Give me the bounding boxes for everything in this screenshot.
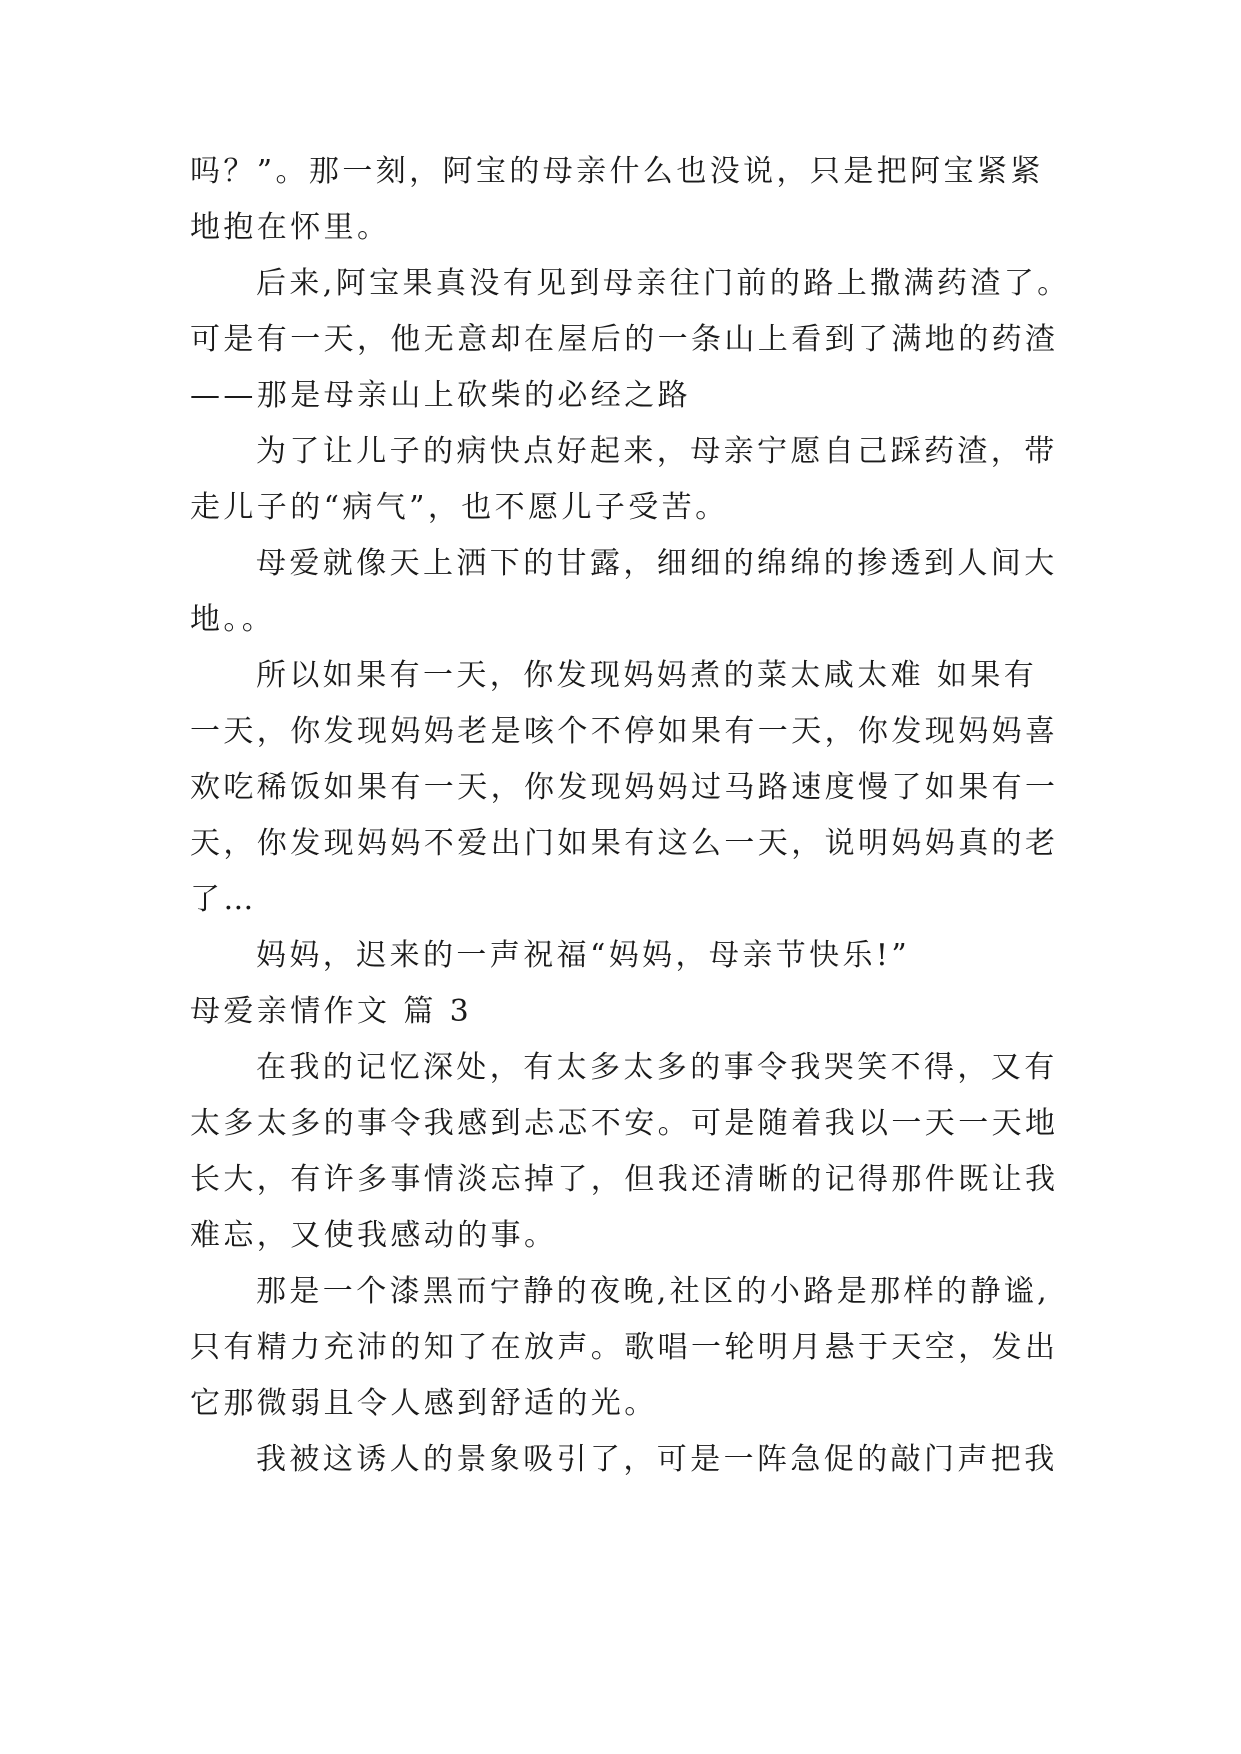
text-line: 了… [190, 882, 257, 917]
paragraph-start: 后来,阿宝果真没有见到母亲往门前的路上撒满药渣了。 [256, 266, 1071, 301]
paragraph-start: 母爱就像天上洒下的甘露，细细的绵绵的掺透到人间大 [256, 546, 1058, 581]
paragraph-start: 那是一个漆黑而宁静的夜晚,社区的小路是那样的静谧, [256, 1274, 1051, 1309]
text-line: 太多太多的事令我感到忐忑不安。可是随着我以一天一天地 [190, 1106, 1059, 1141]
paragraph-start: 我被这诱人的景象吸引了，可是一阵急促的敲门声把我 [256, 1442, 1058, 1477]
text-line: 可是有一天，他无意却在屋后的一条山上看到了满地的药渣 [190, 322, 1059, 357]
paragraph-start: 妈妈，迟来的一声祝福“妈妈，母亲节快乐!” [256, 938, 911, 973]
text-line: 走儿子的“病气”，也不愿儿子受苦。 [190, 490, 729, 525]
text-line: 一天，你发现妈妈老是咳个不停如果有一天，你发现妈妈喜 [190, 714, 1059, 749]
text-line: 难忘，又使我感动的事。 [190, 1218, 558, 1253]
text-line: 地抱在怀里。 [190, 210, 391, 245]
paragraph-start: 在我的记忆深处，有太多太多的事令我哭笑不得，又有 [256, 1050, 1058, 1085]
text-line: 天，你发现妈妈不爱出门如果有这么一天，说明妈妈真的老 [190, 826, 1059, 861]
paragraph-start: 所以如果有一天，你发现妈妈煮的菜太咸太难 如果有 [256, 658, 1038, 693]
text-line: 地。。 [190, 602, 276, 637]
text-line: 它那微弱且令人感到舒适的光。 [190, 1386, 658, 1421]
text-line: 只有精力充沛的知了在放声。歌唱一轮明月悬于天空，发出 [190, 1330, 1059, 1365]
text-line: 欢吃稀饭如果有一天，你发现妈妈过马路速度慢了如果有一 [190, 770, 1059, 805]
text-line: ——那是母亲山上砍柴的必经之路 [190, 378, 691, 413]
paragraph-start: 为了让儿子的病快点好起来，母亲宁愿自己踩药渣，带 [256, 434, 1058, 469]
section-heading: 母爱亲情作文 篇 3 [190, 994, 473, 1029]
text-line: 吗？”。那一刻，阿宝的母亲什么也没说，只是把阿宝紧紧 [190, 154, 1044, 189]
text-line: 长大，有许多事情淡忘掉了，但我还清晰的记得那件既让我 [190, 1162, 1059, 1197]
